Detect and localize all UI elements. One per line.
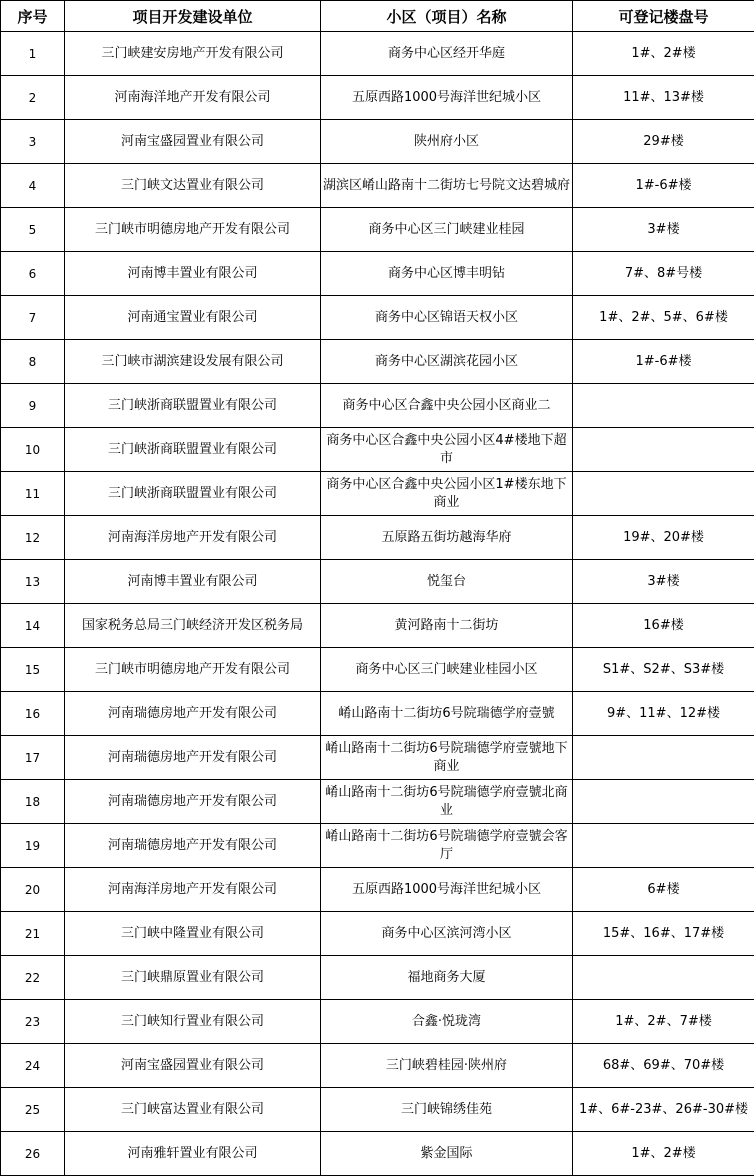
cell-project: 湖滨区崤山路南十二街坊七号院文达碧城府 — [321, 164, 573, 208]
cell-buildings — [573, 384, 754, 428]
cell-buildings: S1#、S2#、S3#楼 — [573, 648, 754, 692]
cell-buildings: 29#楼 — [573, 120, 754, 164]
cell-developer: 三门峡市明德房地产开发有限公司 — [65, 648, 321, 692]
header-project: 小区（项目）名称 — [321, 1, 573, 32]
cell-developer: 三门峡市明德房地产开发有限公司 — [65, 208, 321, 252]
cell-buildings: 68#、69#、70#楼 — [573, 1044, 754, 1088]
cell-index: 18 — [1, 780, 65, 824]
cell-index: 8 — [1, 340, 65, 384]
header-developer: 项目开发建设单位 — [65, 1, 321, 32]
cell-project: 商务中心区湖滨花园小区 — [321, 340, 573, 384]
cell-buildings: 6#楼 — [573, 868, 754, 912]
cell-project: 崤山路南十二街坊6号院瑞德学府壹號地下商业 — [321, 736, 573, 780]
cell-developer: 河南瑞德房地产开发有限公司 — [65, 692, 321, 736]
cell-project: 三门峡碧桂园·陕州府 — [321, 1044, 573, 1088]
cell-developer: 三门峡市湖滨建设发展有限公司 — [65, 340, 321, 384]
table-row — [1, 208, 754, 252]
cell-project: 黄河路南十二街坊 — [321, 604, 573, 648]
cell-buildings: 11#、13#楼 — [573, 76, 754, 120]
cell-developer: 三门峡建安房地产开发有限公司 — [65, 32, 321, 76]
table-row — [1, 1132, 754, 1176]
cell-index: 11 — [1, 472, 65, 516]
cell-buildings: 1#-6#楼 — [573, 164, 754, 208]
cell-index: 12 — [1, 516, 65, 560]
cell-buildings: 1#、2#楼 — [573, 32, 754, 76]
cell-index: 16 — [1, 692, 65, 736]
cell-index: 15 — [1, 648, 65, 692]
cell-index: 4 — [1, 164, 65, 208]
cell-project: 五原西路1000号海洋世纪城小区 — [321, 868, 573, 912]
cell-developer: 三门峡富达置业有限公司 — [65, 1088, 321, 1132]
cell-project: 商务中心区三门峡建业桂园 — [321, 208, 573, 252]
cell-project: 五原西路1000号海洋世纪城小区 — [321, 76, 573, 120]
header-buildings: 可登记楼盘号 — [573, 1, 754, 32]
cell-buildings: 16#楼 — [573, 604, 754, 648]
table-row — [1, 340, 754, 384]
table-row — [1, 516, 754, 560]
cell-developer: 三门峡浙商联盟置业有限公司 — [65, 428, 321, 472]
cell-project: 三门峡锦绣佳苑 — [321, 1088, 573, 1132]
cell-buildings: 3#楼 — [573, 208, 754, 252]
table-row — [1, 32, 754, 76]
cell-project: 紫金国际 — [321, 1132, 573, 1176]
cell-index: 25 — [1, 1088, 65, 1132]
cell-developer: 河南博丰置业有限公司 — [65, 560, 321, 604]
cell-project: 陕州府小区 — [321, 120, 573, 164]
table-row — [1, 956, 754, 1000]
table-row — [1, 120, 754, 164]
cell-project: 商务中心区滨河湾小区 — [321, 912, 573, 956]
cell-project: 商务中心区合鑫中央公园小区4#楼地下超市 — [321, 428, 573, 472]
table-row — [1, 1000, 754, 1044]
table-body — [1, 32, 754, 1176]
cell-project: 商务中心区博丰明钻 — [321, 252, 573, 296]
table-row — [1, 780, 754, 824]
cell-index: 26 — [1, 1132, 65, 1176]
cell-developer: 河南瑞德房地产开发有限公司 — [65, 736, 321, 780]
header-index: 序号 — [1, 1, 65, 32]
table-row — [1, 912, 754, 956]
cell-index: 21 — [1, 912, 65, 956]
cell-index: 19 — [1, 824, 65, 868]
cell-buildings: 1#、6#-23#、26#-30#楼 — [573, 1088, 754, 1132]
cell-index: 6 — [1, 252, 65, 296]
cell-project: 崤山路南十二街坊6号院瑞德学府壹號会客厅 — [321, 824, 573, 868]
cell-buildings — [573, 780, 754, 824]
cell-index: 3 — [1, 120, 65, 164]
cell-index: 7 — [1, 296, 65, 340]
cell-project: 福地商务大厦 — [321, 956, 573, 1000]
cell-index: 22 — [1, 956, 65, 1000]
table-row — [1, 428, 754, 472]
cell-developer: 三门峡中隆置业有限公司 — [65, 912, 321, 956]
cell-developer: 河南瑞德房地产开发有限公司 — [65, 780, 321, 824]
cell-project: 商务中心区三门峡建业桂园小区 — [321, 648, 573, 692]
cell-index: 23 — [1, 1000, 65, 1044]
table-row — [1, 692, 754, 736]
cell-buildings: 1#、2#、5#、6#楼 — [573, 296, 754, 340]
cell-buildings: 9#、11#、12#楼 — [573, 692, 754, 736]
cell-developer: 国家税务总局三门峡经济开发区税务局 — [65, 604, 321, 648]
cell-developer: 三门峡知行置业有限公司 — [65, 1000, 321, 1044]
cell-index: 2 — [1, 76, 65, 120]
cell-project: 商务中心区合鑫中央公园小区1#楼东地下商业 — [321, 472, 573, 516]
table-row — [1, 384, 754, 428]
cell-developer: 三门峡浙商联盟置业有限公司 — [65, 472, 321, 516]
cell-buildings — [573, 824, 754, 868]
cell-buildings: 1#、2#、7#楼 — [573, 1000, 754, 1044]
cell-project: 悦玺台 — [321, 560, 573, 604]
cell-buildings: 3#楼 — [573, 560, 754, 604]
cell-buildings: 19#、20#楼 — [573, 516, 754, 560]
cell-index: 14 — [1, 604, 65, 648]
cell-project: 商务中心区锦语天权小区 — [321, 296, 573, 340]
cell-buildings — [573, 736, 754, 780]
cell-buildings — [573, 956, 754, 1000]
cell-index: 9 — [1, 384, 65, 428]
cell-index: 20 — [1, 868, 65, 912]
table-row — [1, 868, 754, 912]
table-row — [1, 164, 754, 208]
table-row — [1, 252, 754, 296]
cell-developer: 河南瑞德房地产开发有限公司 — [65, 824, 321, 868]
table-row — [1, 1044, 754, 1088]
cell-developer: 河南海洋地产开发有限公司 — [65, 76, 321, 120]
cell-developer: 河南海洋房地产开发有限公司 — [65, 516, 321, 560]
cell-project: 五原路五街坊越海华府 — [321, 516, 573, 560]
table-row — [1, 604, 754, 648]
cell-developer: 河南雅轩置业有限公司 — [65, 1132, 321, 1176]
cell-index: 1 — [1, 32, 65, 76]
cell-index: 17 — [1, 736, 65, 780]
cell-developer: 三门峡文达置业有限公司 — [65, 164, 321, 208]
cell-buildings — [573, 428, 754, 472]
cell-project: 商务中心区经开华庭 — [321, 32, 573, 76]
cell-index: 5 — [1, 208, 65, 252]
header-row — [1, 1, 754, 32]
table-row — [1, 1088, 754, 1132]
table-row — [1, 824, 754, 868]
cell-buildings: 1#、2#楼 — [573, 1132, 754, 1176]
cell-developer: 三门峡鼎原置业有限公司 — [65, 956, 321, 1000]
table-row — [1, 296, 754, 340]
cell-project: 合鑫·悦珑湾 — [321, 1000, 573, 1044]
cell-index: 10 — [1, 428, 65, 472]
cell-project: 商务中心区合鑫中央公园小区商业二 — [321, 384, 573, 428]
table-row — [1, 472, 754, 516]
cell-buildings: 7#、8#号楼 — [573, 252, 754, 296]
table-row — [1, 648, 754, 692]
cell-project: 崤山路南十二街坊6号院瑞德学府壹號 — [321, 692, 573, 736]
cell-buildings: 1#-6#楼 — [573, 340, 754, 384]
table-row — [1, 76, 754, 120]
cell-buildings — [573, 472, 754, 516]
cell-buildings: 15#、16#、17#楼 — [573, 912, 754, 956]
cell-developer: 河南宝盛园置业有限公司 — [65, 120, 321, 164]
table-row — [1, 560, 754, 604]
cell-developer: 三门峡浙商联盟置业有限公司 — [65, 384, 321, 428]
cell-developer: 河南博丰置业有限公司 — [65, 252, 321, 296]
table-row — [1, 736, 754, 780]
cell-index: 13 — [1, 560, 65, 604]
cell-developer: 河南宝盛园置业有限公司 — [65, 1044, 321, 1088]
cell-developer: 河南海洋房地产开发有限公司 — [65, 868, 321, 912]
cell-developer: 河南通宝置业有限公司 — [65, 296, 321, 340]
cell-project: 崤山路南十二街坊6号院瑞德学府壹號北商业 — [321, 780, 573, 824]
cell-index: 24 — [1, 1044, 65, 1088]
